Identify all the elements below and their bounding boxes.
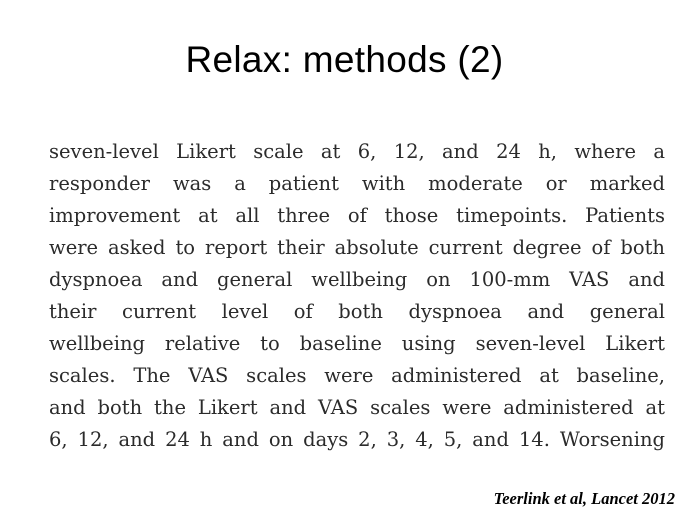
citation: Teerlink et al, Lancet 2012 bbox=[493, 489, 675, 508]
excerpt-line: and both the Likert and VAS scales were administered at bbox=[49, 396, 665, 419]
slide-title: Relax: methods (2) bbox=[185, 39, 504, 80]
excerpt-line: responder was a patient with moderate or marked bbox=[49, 172, 665, 195]
excerpt-line: scales. The VAS scales were administered at baseline, bbox=[49, 364, 665, 387]
excerpt-line: were asked to report their absolute current degree of both bbox=[49, 236, 665, 259]
excerpt-line: 6, 12, and 24 h and on days 2, 3, 4, 5, and 14. Worsening bbox=[49, 428, 665, 451]
excerpt-line: their current level of both dyspnoea and general bbox=[49, 300, 665, 323]
excerpt-line: improvement at all three of those timepoints. Patients bbox=[49, 204, 665, 227]
excerpt-line: seven-level Likert scale at 6, 12, and 24 h, where a bbox=[49, 140, 665, 163]
article-excerpt bbox=[49, 136, 665, 462]
excerpt-line: dyspnoea and general wellbeing on 100-mm VAS and bbox=[49, 268, 665, 291]
excerpt-line: wellbeing relative to baseline using seven-level Likert bbox=[49, 332, 665, 355]
